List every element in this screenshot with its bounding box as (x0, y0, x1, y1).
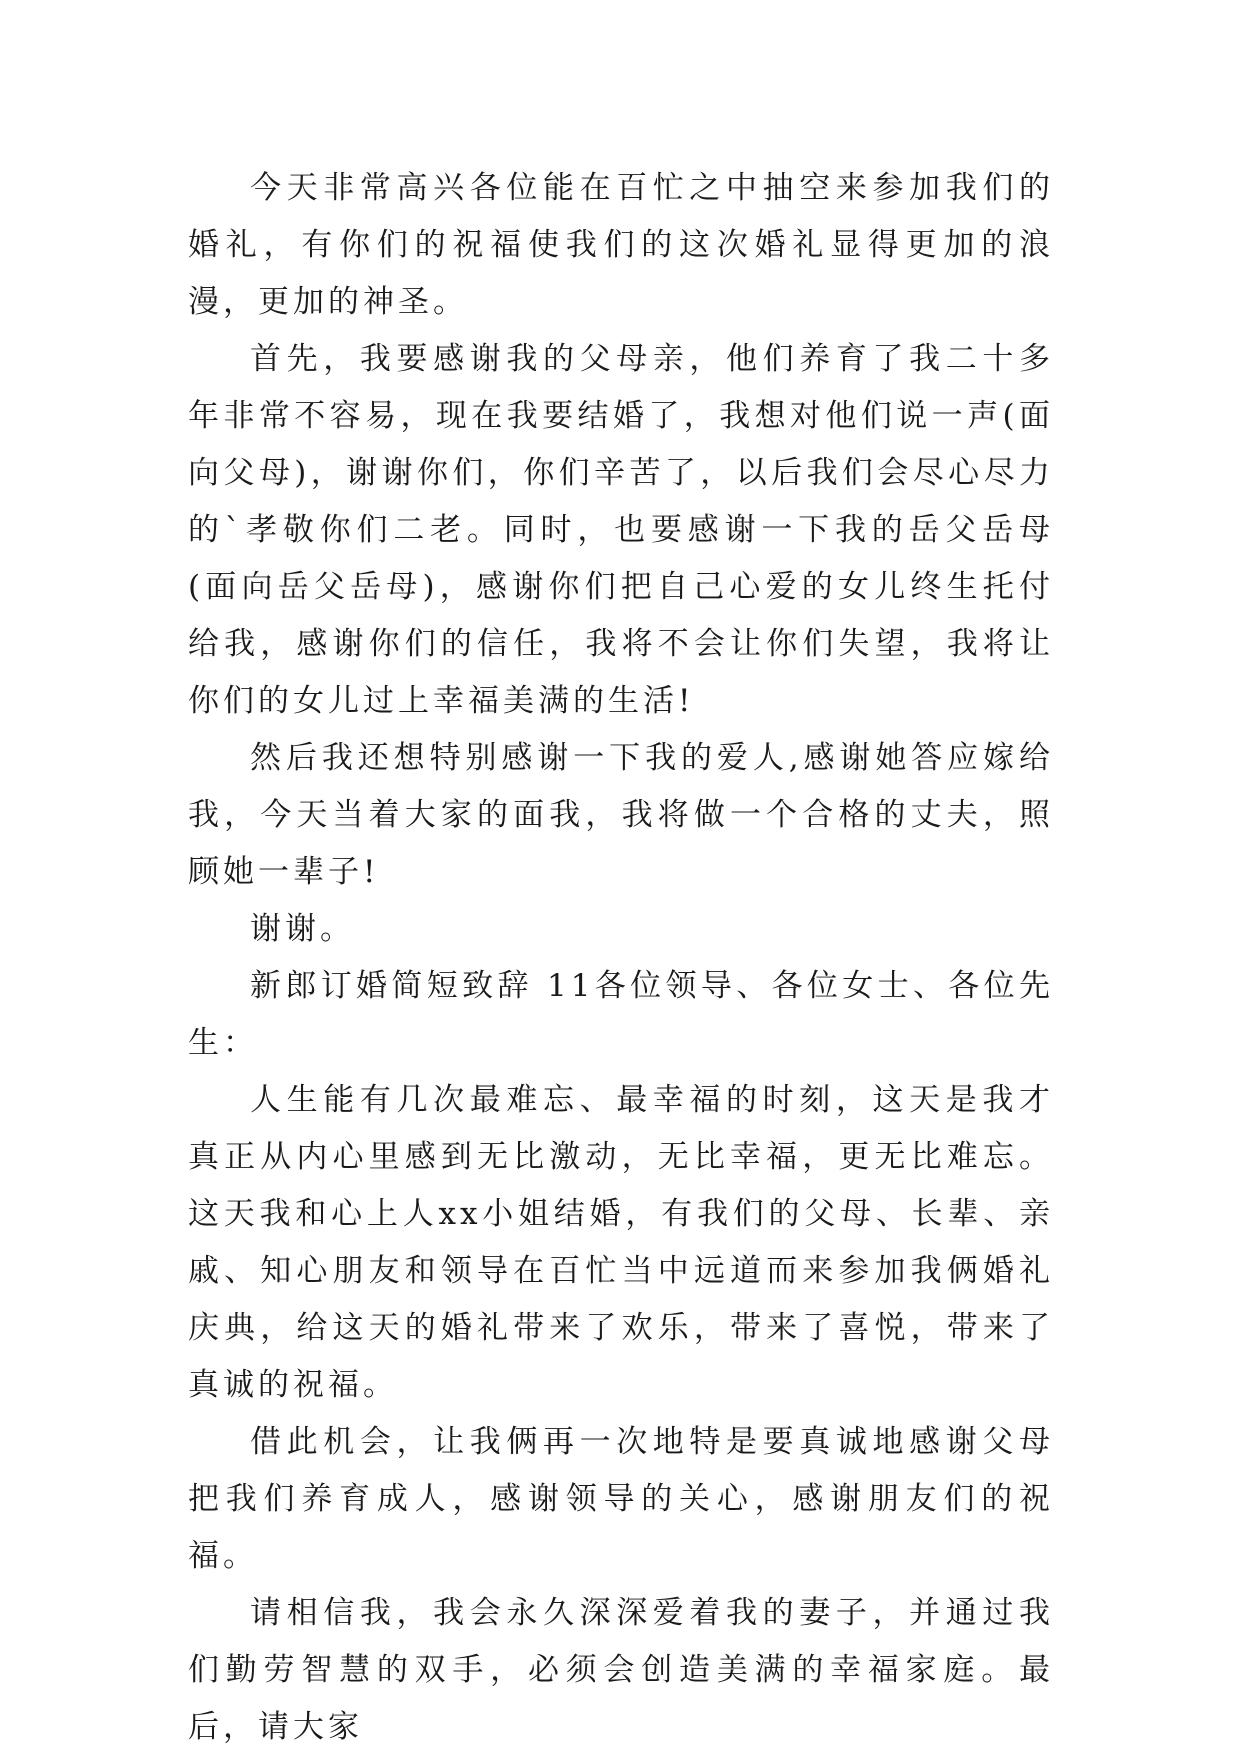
document-page (188, 160, 1054, 1756)
paragraph-section-heading: 新郎订婚简短致辞 11各位领导、各位女士、各位先生： (188, 968, 1054, 1061)
paragraph-opening-thanks: 今天非常高兴各位能在百忙之中抽空来参加我们的婚礼，有你们的祝福使我们的这次婚礼显得更加的浪漫，更加的神圣。 (188, 170, 1054, 320)
paragraph-memorable-moment: 人生能有几次最难忘、最幸福的时刻，这天是我才真正从内心里感到无比激动，无比幸福，更无比难忘。这天我和心上人xx小姐结婚，有我们的父母、长辈、亲戚、知心朋友和领导在百忙当中远道而来参加我俩婚礼庆典，给这天的婚礼带来了欢乐，带来了喜悦，带来了真诚的祝福。 (188, 1082, 1054, 1403)
paragraph-gratitude: 借此机会，让我俩再一次地特是要真诚地感谢父母把我们养育成人，感谢领导的关心，感谢朋友们的祝福。 (188, 1424, 1054, 1574)
paragraph-promise: 请相信我，我会永久深深爱着我的妻子，并通过我们勤劳智慧的双手，必须会创造美满的幸福家庭。最后，请大家 (188, 1595, 1054, 1745)
paragraph-thanks-parents: 首先，我要感谢我的父母亲，他们养育了我二十多年非常不容易，现在我要结婚了，我想对他们说一声(面向父母)，谢谢你们，你们辛苦了，以后我们会尽心尽力的`孝敬你们二老。同时，也要感谢一下我的岳父岳母(面向岳父岳母)，感谢你们把自己心爱的女儿终生托付给我，感谢你们的信任，我将不会让你们失望，我将让你们的女儿过上幸福美满的生活! (188, 341, 1054, 719)
paragraph-thank-you: 谢谢。 (250, 911, 355, 947)
paragraph-thanks-spouse: 然后我还想特别感谢一下我的爱人,感谢她答应嫁给我，今天当着大家的面我，我将做一个合格的丈夫，照顾她一辈子! (188, 740, 1054, 890)
